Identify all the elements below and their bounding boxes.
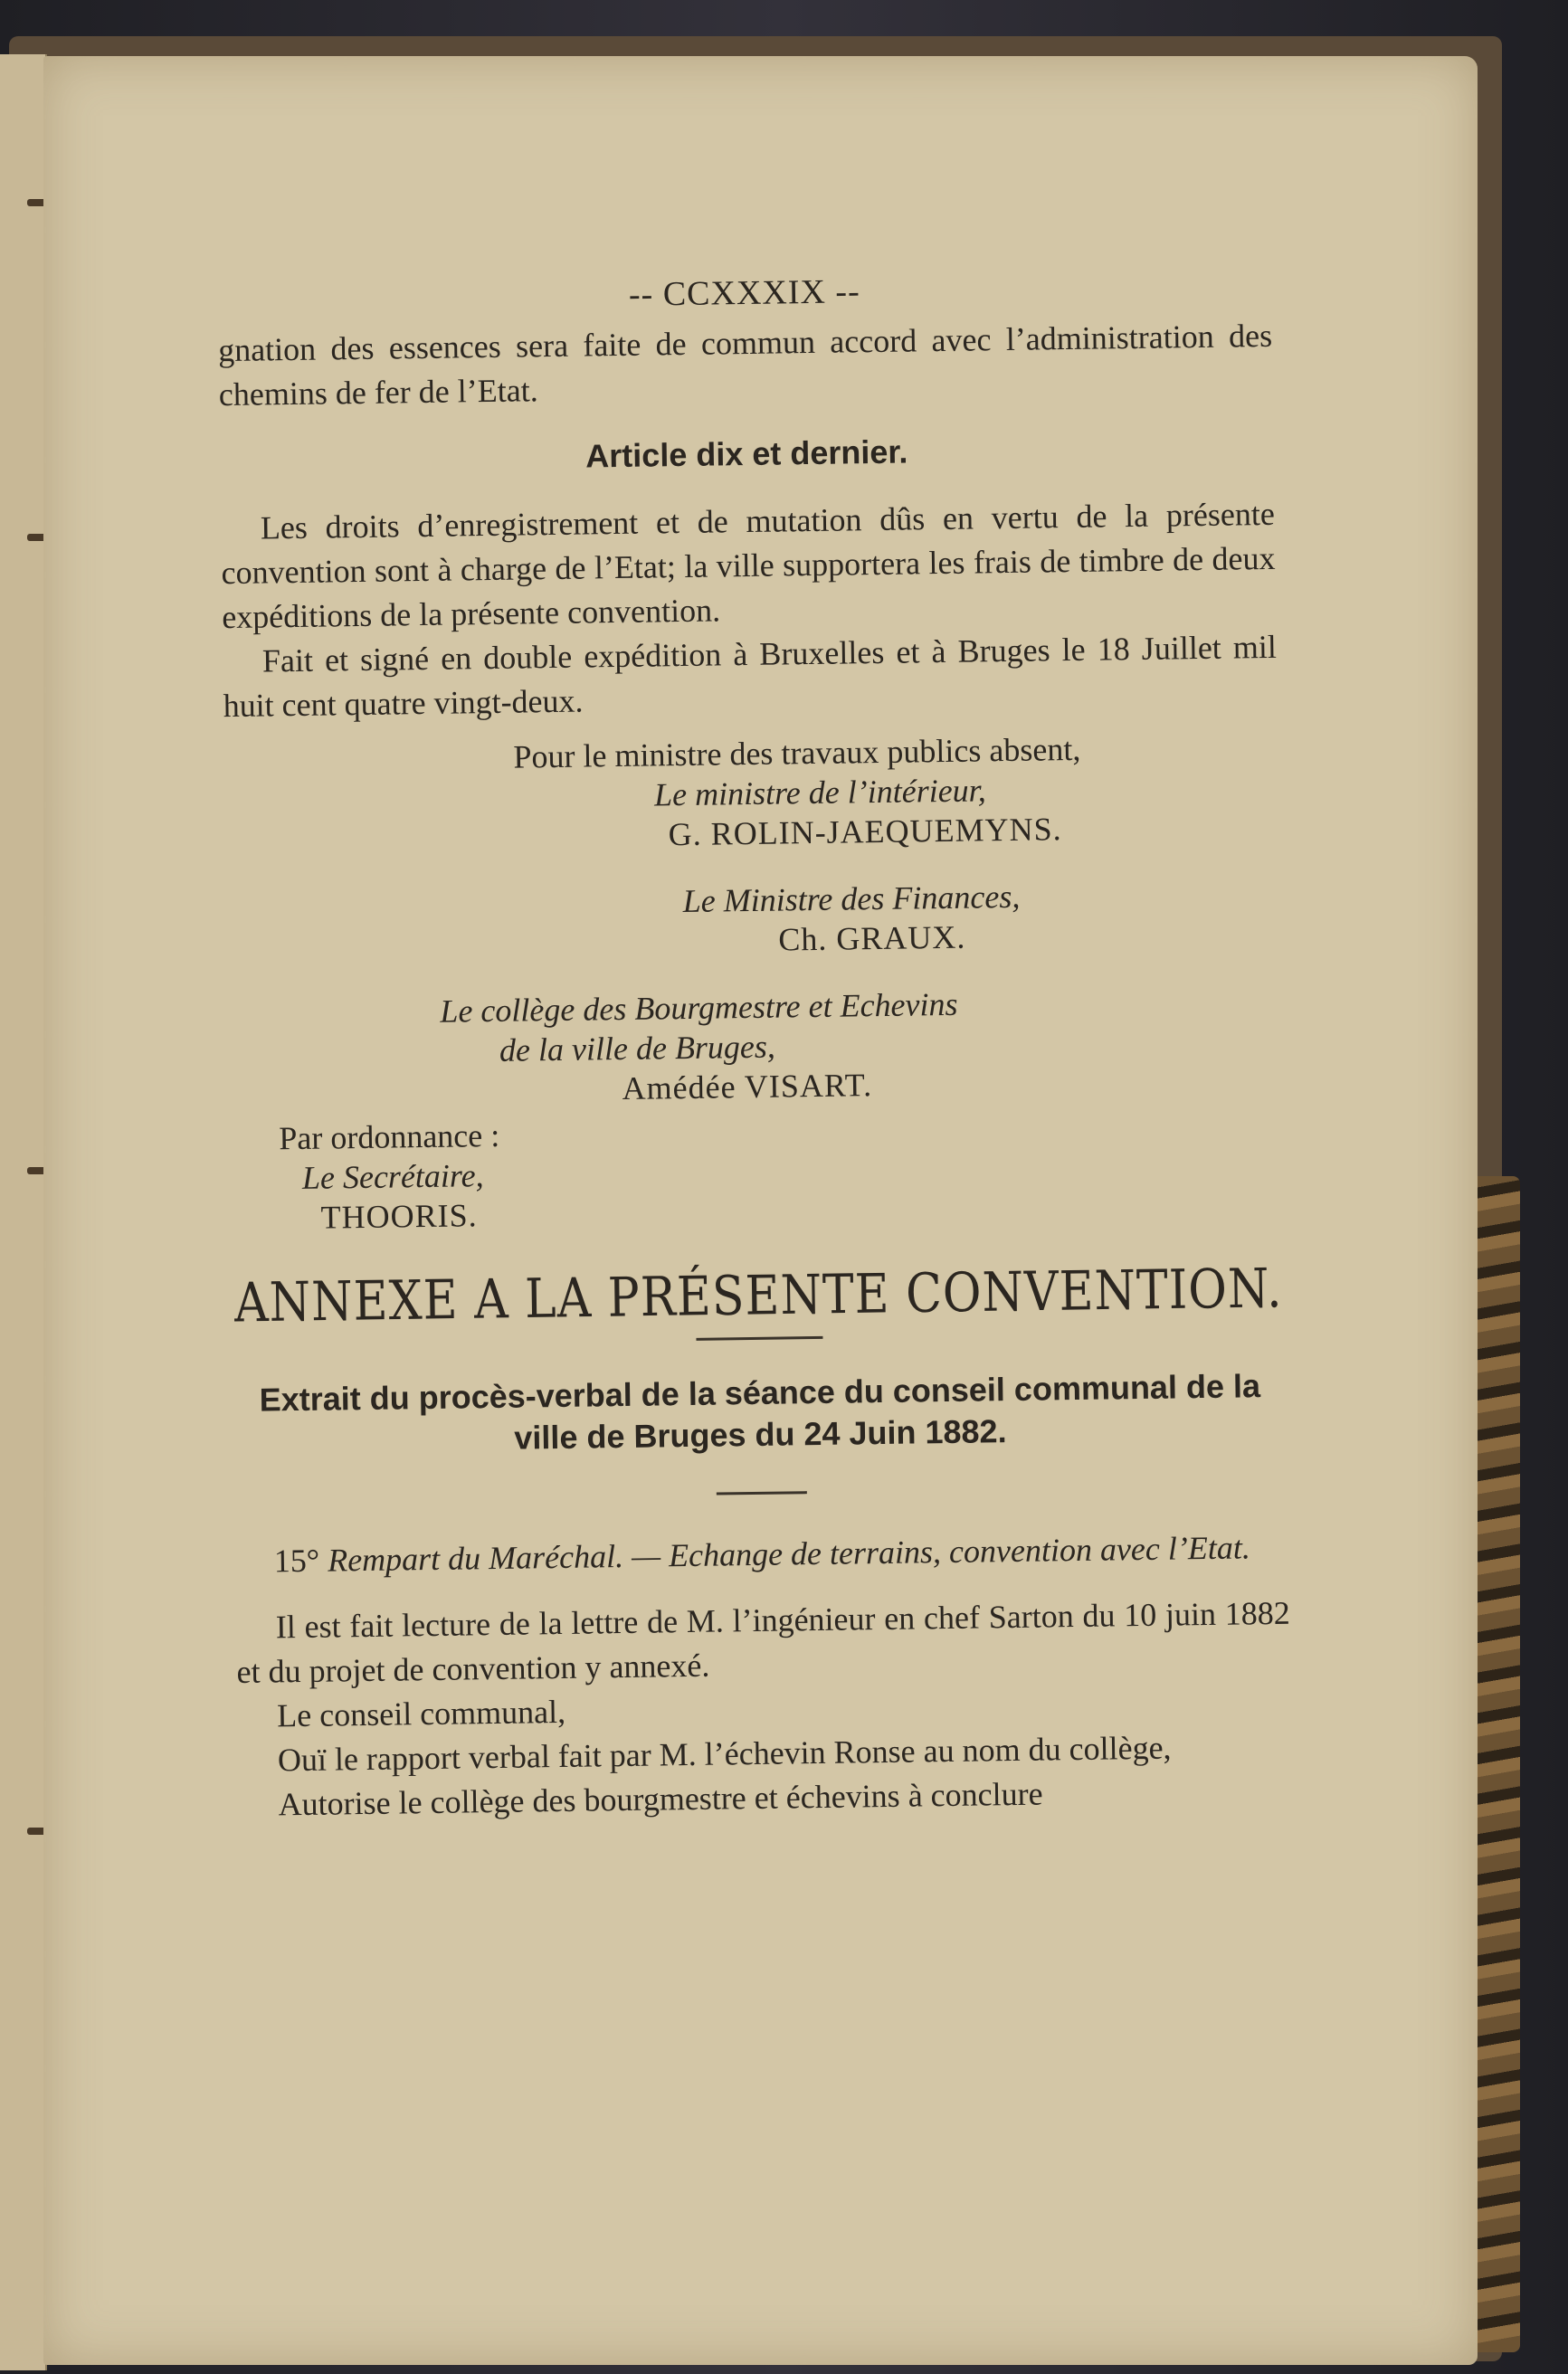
annex-paragraph: Il est fait lecture de la lettre de M. l’ingénieur en chef Sarton du 10 juin 1882 et du projet de convention y annexé.: [236, 1594, 1291, 1690]
order-label: Par ordonnance :: [279, 1116, 500, 1157]
college-title-line1: Le collège des Bourgmestre et Echevins: [440, 985, 958, 1030]
extract-title: Extrait du procès-verbal de la séance du conseil communal de la ville de Bruges du 24 Juin 1882.: [259, 1367, 1261, 1457]
minister-interior-name: G. ROLIN-JAEQUEMYNS.: [668, 811, 1062, 853]
annex-title: ANNEXE A LA PRÉSENTE CONVENTION.: [233, 1258, 1284, 1335]
annex-paragraph: Ouï le rapport verbal fait par M. l’échevin Ronse au nom du collège,: [277, 1729, 1172, 1779]
annex-paragraph: Autorise le collège des bourgmestre et échevins à conclure: [278, 1775, 1043, 1823]
article-title: Article dix et dernier.: [584, 432, 908, 475]
divider-rule: [716, 1491, 806, 1495]
secretary-name: THOORIS.: [320, 1197, 478, 1236]
item-heading-text: Rempart du Maréchal. — Echange de terrains, convention avec l’Etat.: [327, 1529, 1251, 1579]
signed-paragraph: Fait et signé en double expédition à Bruxelles et à Bruges le 18 Juillet mil huit cent quatre vingt-deux.: [223, 628, 1278, 725]
secretary-title: Le Secrétaire,: [301, 1157, 484, 1196]
continuation-paragraph: gnation des essences sera faite de commun accord avec l’administration des chemins de fer de l’Etat.: [217, 317, 1273, 413]
item-heading: [235, 1525, 1290, 1584]
item-number: 15°: [273, 1542, 320, 1580]
signature-block: [223, 726, 1285, 1239]
annex-paragraph: Le conseil communal,: [276, 1693, 566, 1734]
minister-interior-title: Le ministre de l’intérieur,: [653, 772, 986, 813]
left-page-edge: [0, 54, 47, 2370]
page-content: [217, 264, 1293, 1828]
minister-finance-name: Ch. GRAUX.: [778, 918, 966, 958]
minister-public-works-line: Pour le ministre des travaux publics absent,: [513, 730, 1081, 775]
article-paragraph: Les droits d’enregistrement et de mutation dûs en vertu de la présente convention sont à charge de l’Etat; la ville supportera les frais de timbre de deux expéditions de la présente convention.: [221, 495, 1276, 636]
divider-rule: [696, 1336, 822, 1341]
minister-finance-title: Le Ministre des Finances,: [682, 878, 1021, 920]
college-signatory-name: Amédée VISART.: [622, 1067, 873, 1106]
page-number: -- CCXXXIX --: [628, 272, 860, 314]
college-title-line2: de la ville de Bruges,: [499, 1028, 776, 1068]
